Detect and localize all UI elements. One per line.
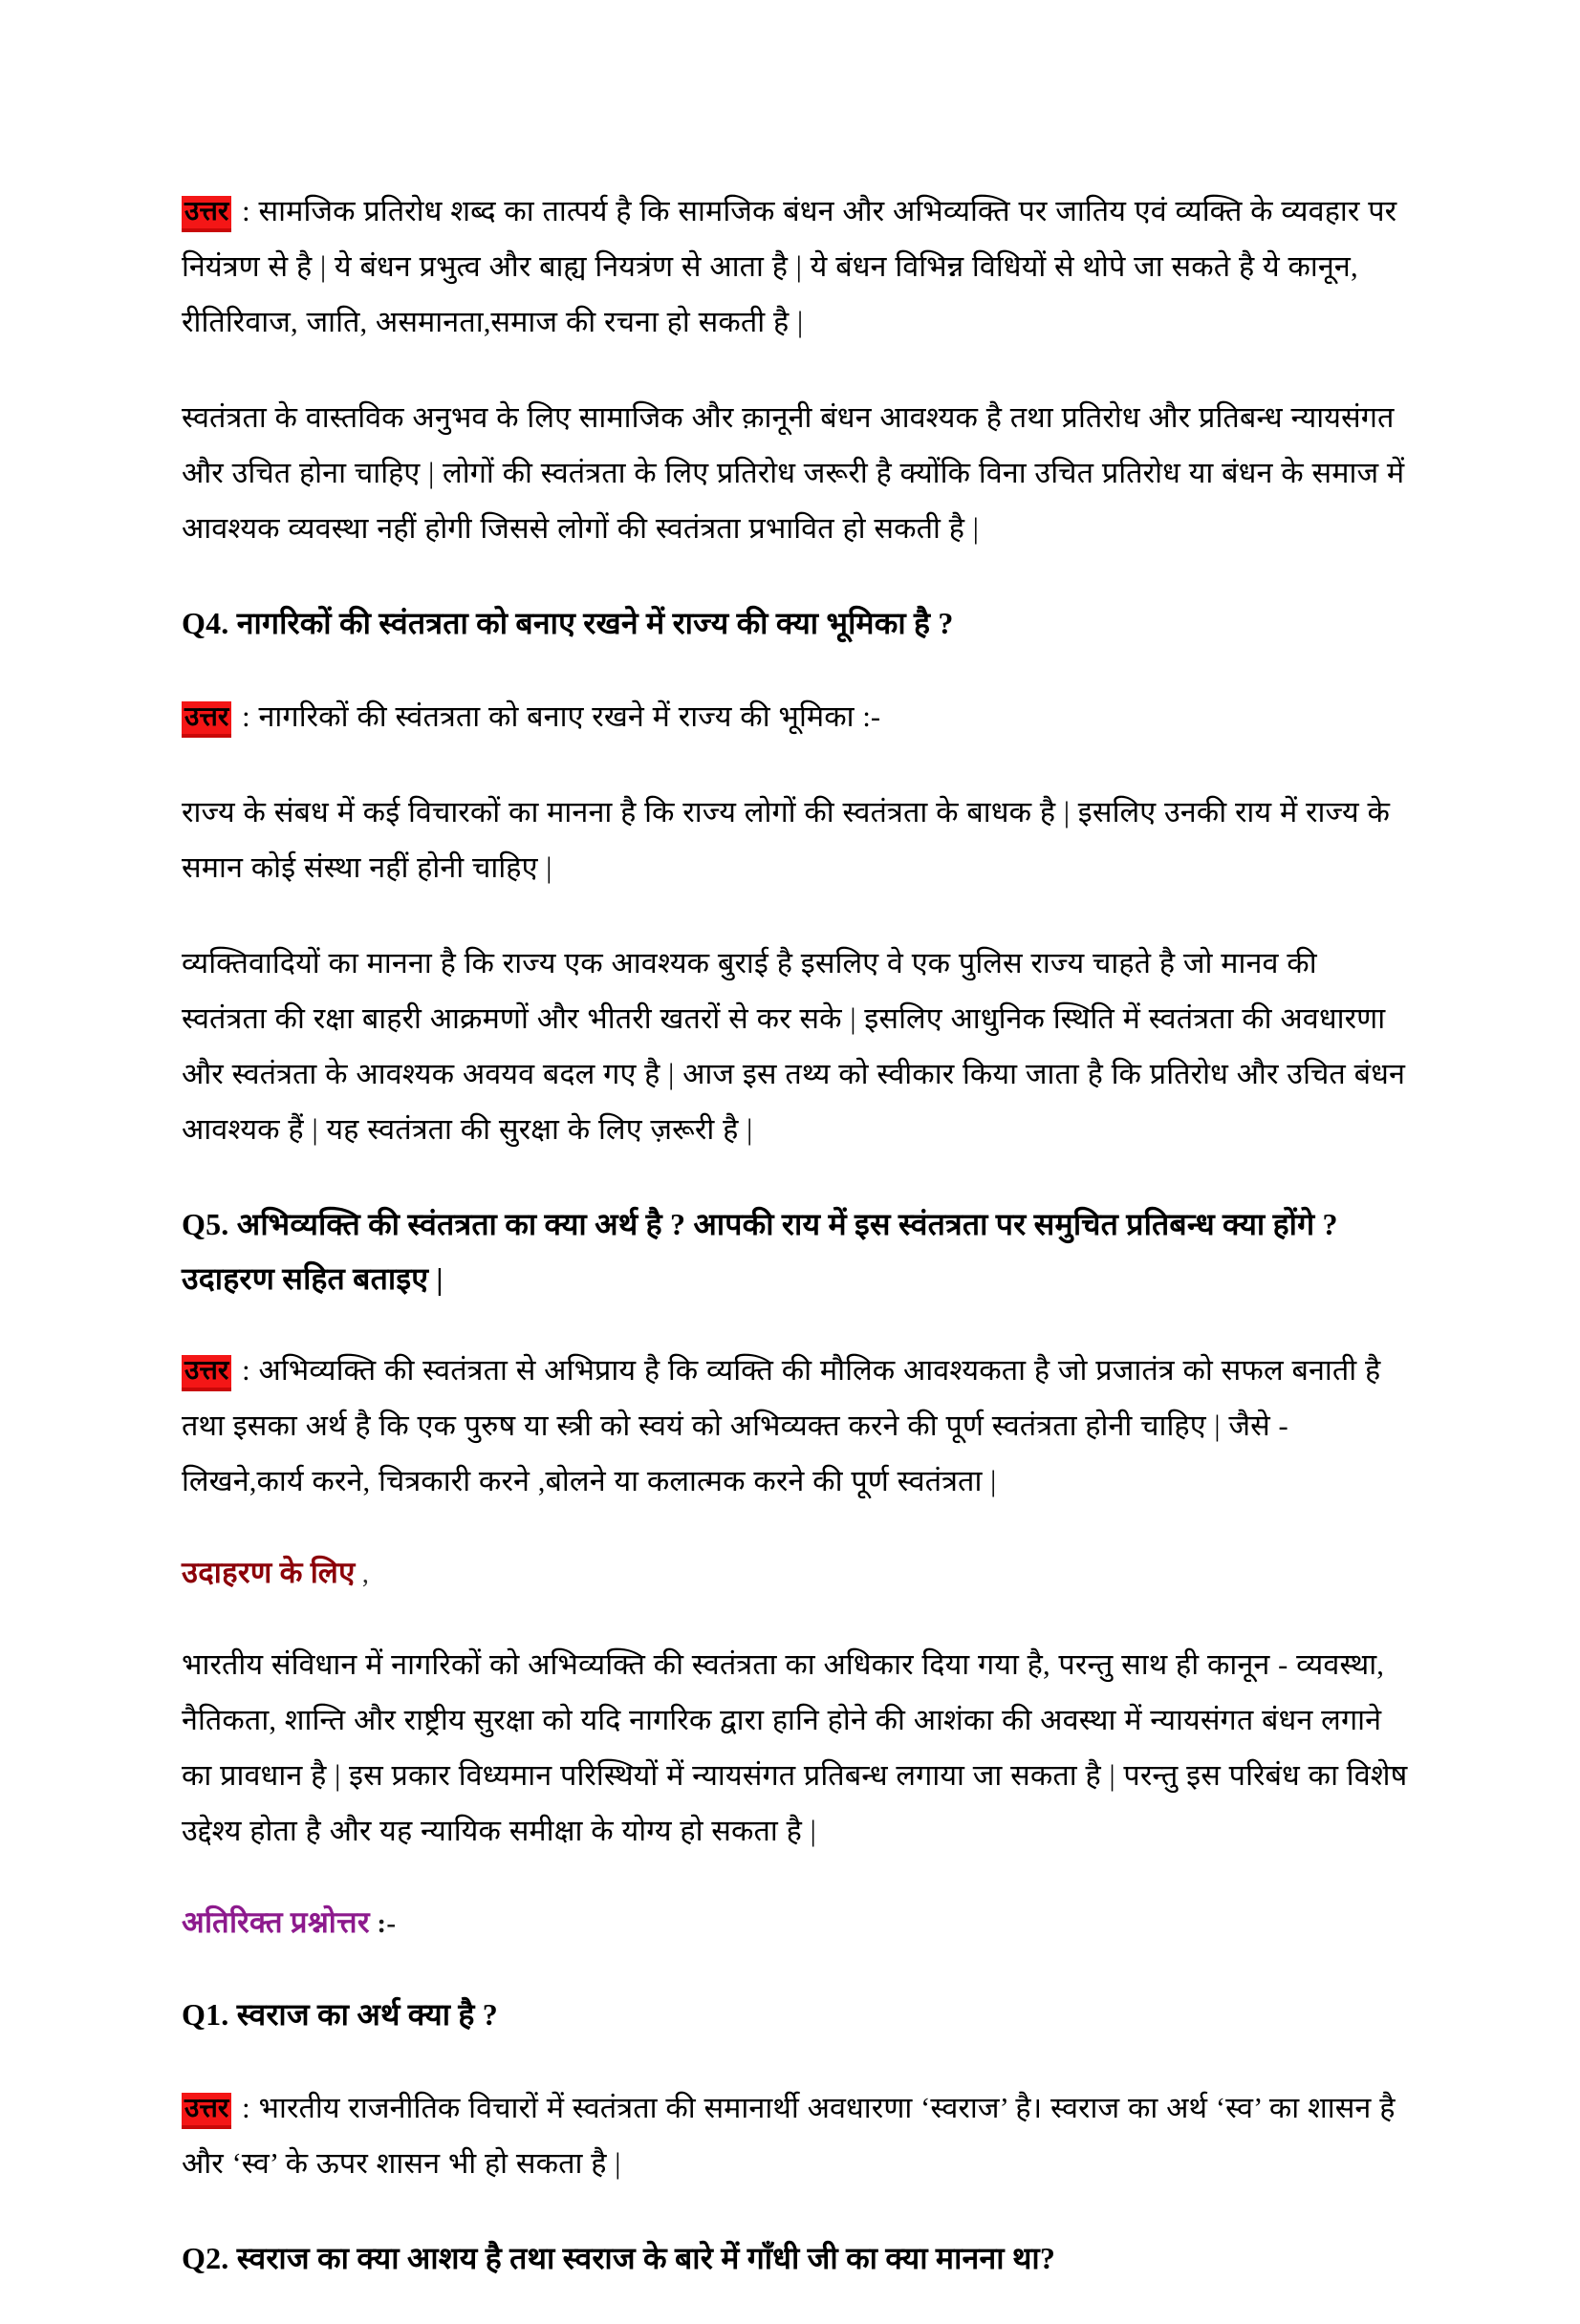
answer-lead-q4	[182, 689, 1410, 744]
document-content	[182, 183, 1410, 2324]
extra-qa-heading	[182, 1899, 1410, 1947]
answer-paragraph-extra-q1	[182, 2080, 1410, 2191]
answer-paragraph-q5-1	[182, 1343, 1410, 1509]
extra-qa-heading-trailing: :-	[369, 1908, 397, 1939]
answer-colon: :	[233, 195, 250, 227]
answer-label: उत्तर	[182, 701, 231, 738]
answer-paragraph-q3-1	[182, 183, 1410, 350]
answer-text-extra-q1: भारतीय राजनीतिक विचारों में स्वतंत्रता की समानार्थी अवधारणा ‘स्वराज’ है। स्वराज का अर्थ ‘स्व’ का शासन है और ‘स्व’ के ऊपर शासन भी हो सकता है |	[182, 2092, 1396, 2180]
answer-colon: :	[233, 1354, 250, 1387]
answer-paragraph-q4-2: व्यक्तिवादियों का मानना है कि राज्य एक आवश्यक बुराई है इसलिए वे एक पुलिस राज्य चाहते है जो मानव की स्वतंत्रता की रक्षा बाहरी आक्रमणों और भीतरी खतरों से कर सके | इसलिए आधुनिक स्थिति में स्वतंत्रता की अवधारणा और स्वतंत्रता के आवश्यक अवयव बदल गए है | आज इस तथ्य को स्वीकार किया जाता है कि प्रतिरोध और उचित बंधन आवश्यक हैं | यह स्वतंत्रता की सुरक्षा के लिए ज़रूरी है |	[182, 947, 1406, 1146]
answer-paragraph-q3-2: स्वतंत्रता के वास्तविक अनुभव के लिए सामाजिक और क़ानूनी बंधन आवश्यक है तथा प्रतिरोध और प्रतिबन्ध न्यायसंगत और उचित होना चाहिए | लोगों की स्वतंत्रता के लिए प्रतिरोध जरूरी है क्योंकि विना उचित प्रतिरोध या बंधन के समाज में आवश्यक व्यवस्था नहीं होगी जिससे लोगों की स्वतंत्रता प्रभावित हो सकती है |	[182, 401, 1405, 545]
example-paragraph: भारतीय संविधान में नागरिकों को अभिव्यक्ति की स्वतंत्रता का अधिकार दिया गया है, परन्तु साथ ही कानून - व्यवस्था, नैतिकता, शान्ति और राष्ट्रीय सुरक्षा को यदि नागरिक द्वारा हानि होने की आशंका की अवस्था में न्यायसंगत बंधन लगाने का प्रावधान है | इस प्रकार विध्यमान परिस्थियों में न्यायसंगत प्रतिबन्ध लगाया जा सकता है | परन्तु इस परिबंध का विशेष उद्देश्य होता है और यह न्यायिक समीक्षा के योग्य हो सकता है |	[182, 1648, 1408, 1847]
answer-colon: :	[233, 700, 250, 733]
answer-label: उत्तर	[182, 196, 231, 232]
question-heading-q5: Q5. अभिव्यक्ति की स्वंतत्रता का क्या अर्थ है ? आपकी राय में इस स्वंतत्रता पर समुचित प्रतिबन्ध क्या होंगे ? उदाहरण सहित बताइए |	[182, 1207, 1338, 1296]
question-heading-extra-q1: Q1. स्वराज का अर्थ क्या है ?	[182, 1997, 498, 2032]
example-heading	[182, 1549, 1410, 1599]
question-heading-extra-q2: Q2. स्वराज का क्या आशय है तथा स्वराज के बारे में गाँधी जी का क्या मानना था?	[182, 2241, 1056, 2275]
answer-label: उत्तर	[182, 2093, 231, 2129]
example-heading-trailing: ,	[355, 1560, 370, 1589]
question-heading-q4: Q4. नागरिकों की स्वंतत्रता को बनाए रखने में राज्य की क्या भूमिका है ?	[182, 606, 954, 640]
example-heading-text: उदाहरण के लिए	[182, 1556, 356, 1589]
answer-text-q3-1: सामजिक प्रतिरोध शब्द का तात्पर्य है कि सामजिक बंधन और अभिव्यक्ति पर जातिय एवं व्यक्ति के व्यवहार पर नियंत्रण से है | ये बंधन प्रभुत्व और बाह्य नियत्रंण से आता है | ये बंधन विभिन्न विधियों से थोपे जा सकते है ये कानून, रीतिरिवाज, जाति, असमानता,समाज की रचना हो सकती है |	[182, 195, 1397, 338]
answer-label: उत्तर	[182, 1355, 231, 1391]
extra-qa-heading-text: अतिरिक्त प्रश्नोत्तर	[182, 1905, 370, 1939]
answer-colon: :	[233, 2092, 250, 2124]
answer-text-q4-lead: नागरिकों की स्वंतत्रता को बनाए रखने में राज्य की भूमिका :-	[258, 700, 881, 733]
answer-text-q5-1: अभिव्यक्ति की स्वतंत्रता से अभिप्राय है कि व्यक्ति की मौलिक आवश्यकता है जो प्रजातंत्र को सफल बनाती है तथा इसका अर्थ है कि एक पुरुष या स्त्री को स्वयं को अभिव्यक्त करने की पूर्ण स्वतंत्रता होनी चाहिए | जैसे - लिखने,कार्य करने, चित्रकारी करने ,बोलने या कलात्मक करने की पूर्ण स्वतंत्रता |	[182, 1354, 1381, 1497]
answer-paragraph-q4-1: राज्य के संबध में कई विचारकों का मानना है कि राज्य लोगों की स्वतंत्रता के बाधक है | इसलिए उनकी राय में राज्य के समान कोई संस्था नहीं होनी चाहिए |	[182, 796, 1391, 884]
